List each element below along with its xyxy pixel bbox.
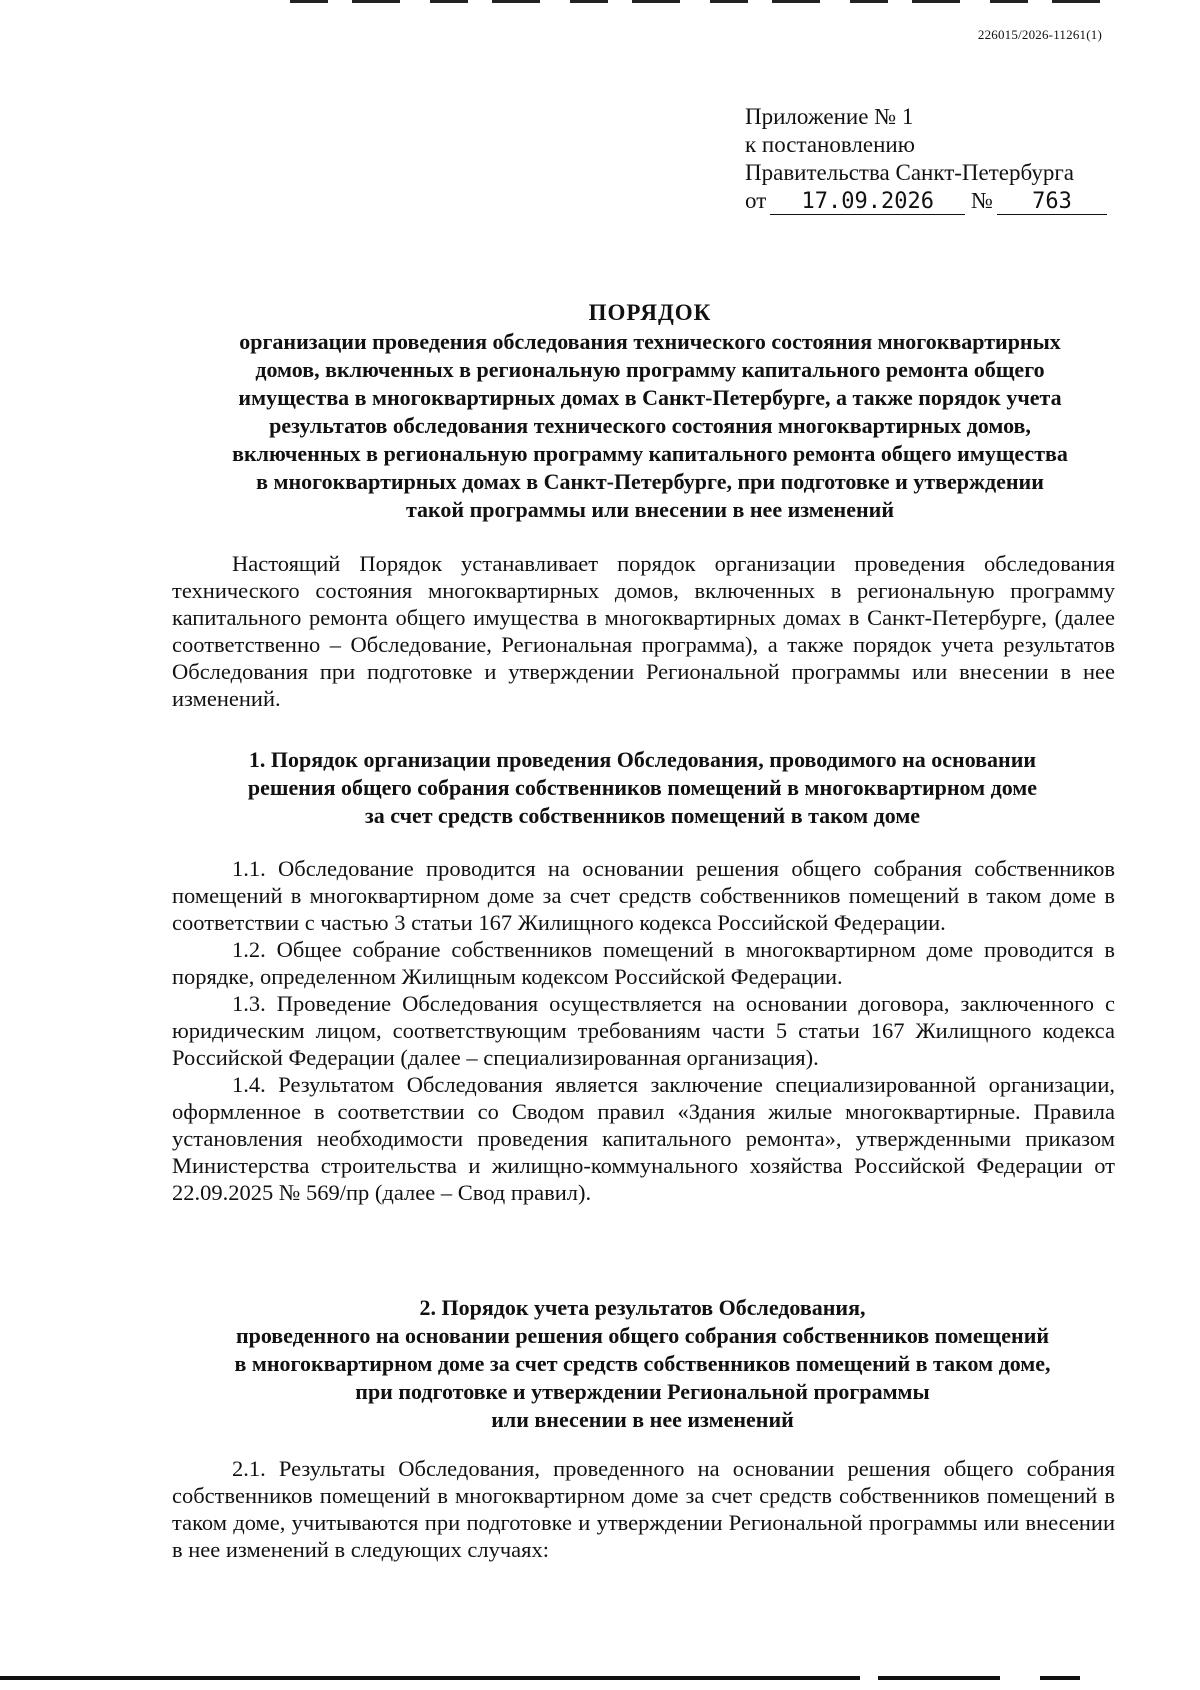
intro-section [172, 550, 1115, 712]
paragraph-1-4: 1.4. Результатом Обследования является заключение специализированной организации, оформленное в соответствии со Сводом правил «Здания жилые многоквартирные. Правила установления необходимости проведения капитального ремонта», утвержденными приказом Министерства строительства и жилищно-коммунального хозяйства Российской Федерации от 22.09.2025 № 569/пр (далее – Свод правил). [172, 1072, 1115, 1205]
appendix-line-2: к постановлению [745, 132, 915, 157]
appendix-date-line [745, 187, 1145, 215]
number-prefix: № [971, 188, 993, 213]
heading-line: при подготовке и утверждении Региональной программы [355, 1379, 930, 1404]
section-1-heading [160, 746, 1125, 830]
heading-line: 1. Порядок организации проведения Обследования, проводимого на основании [248, 747, 1037, 772]
title-line: результатов обследования технического состояния многоквартирных домов, [269, 413, 1031, 438]
heading-line: в многоквартирном доме за счет средств собственников помещений в таком доме, [234, 1351, 1051, 1376]
scan-edge-top [290, 0, 1120, 3]
heading-line: проведенного на основании решения общего собрания собственников помещений [235, 1323, 1050, 1348]
title-line: организации проведения обследования технического состояния многоквартирных [239, 329, 1061, 354]
date-prefix: от [745, 188, 767, 213]
heading-line: или внесении в нее изменений [491, 1407, 794, 1432]
scan-edge-bottom [0, 1676, 1190, 1680]
heading-line: 2. Порядок учета результатов Обследования, [419, 1295, 866, 1320]
appendix-line-3: Правительства Санкт-Петербурга [745, 160, 1074, 185]
title-line: такой программы или внесении в нее изменений [405, 497, 895, 522]
section-2-body [172, 1455, 1115, 1563]
paragraph-1-2: 1.2. Общее собрание собственников помещений в многоквартирном доме проводится в порядке, определенном Жилищным кодексом Российской Федерации. [172, 937, 1115, 989]
document-title [170, 299, 1130, 524]
section-2-heading [160, 1294, 1125, 1434]
appendix-line-1: Приложение № 1 [745, 104, 914, 129]
title-line: домов, включенных в региональную программу капитального ремонта общего [255, 357, 1045, 382]
paragraph-1-3: 1.3. Проведение Обследования осуществляется на основании договора, заключенного с юридическим лицом, соответствующим требованиям части 5 статьи 167 Жилищного кодекса Российской Федерации (далее – специализированная организация). [172, 991, 1115, 1070]
document-code: 226015/2026-11261(1) [977, 27, 1102, 42]
title-line: включенных в региональную программу капитального ремонта общего имущества [232, 441, 1068, 466]
title-line: имущества в многоквартирных домах в Санкт-Петербурге, а также порядок учета [238, 385, 1062, 410]
resolution-number: 763 [997, 190, 1107, 215]
heading-line: решения общего собрания собственников помещений в многоквартирном доме [247, 775, 1038, 800]
section-1-body [172, 855, 1115, 1206]
intro-paragraph: Настоящий Порядок устанавливает порядок организации проведения обследования технического состояния многоквартирных домов, включенных в региональную программу капитального ремонта общего имущества в многоквартирных домах в Санкт-Петербурге, (далее соответственно – Обследование, Региональная программа), а также порядок учета результатов Обследования при подготовке и утверждении Региональной программы или внесении в нее изменений. [172, 551, 1115, 711]
title-line: в многоквартирных домах в Санкт-Петербурге, при подготовке и утверждении [256, 469, 1044, 494]
title-main: ПОРЯДОК [588, 300, 712, 325]
appendix-stamp [745, 103, 1145, 215]
paragraph-1-1: 1.1. Обследование проводится на основании решения общего собрания собственников помещений в многоквартирном доме за счет средств собственников помещений в таком доме в соответствии с частью 3 статьи 167 Жилищного кодекса Российской Федерации. [172, 856, 1115, 935]
paragraph-2-1: 2.1. Результаты Обследования, проведенного на основании решения общего собрания собственников помещений в многоквартирном доме за счет средств собственников помещений в таком доме, учитываются при подготовке и утверждении Региональной программы или внесении в нее изменений в следующих случаях: [172, 1456, 1115, 1562]
heading-line: за счет средств собственников помещений в таком доме [364, 803, 921, 828]
resolution-date: 17.09.2026 [770, 190, 965, 215]
